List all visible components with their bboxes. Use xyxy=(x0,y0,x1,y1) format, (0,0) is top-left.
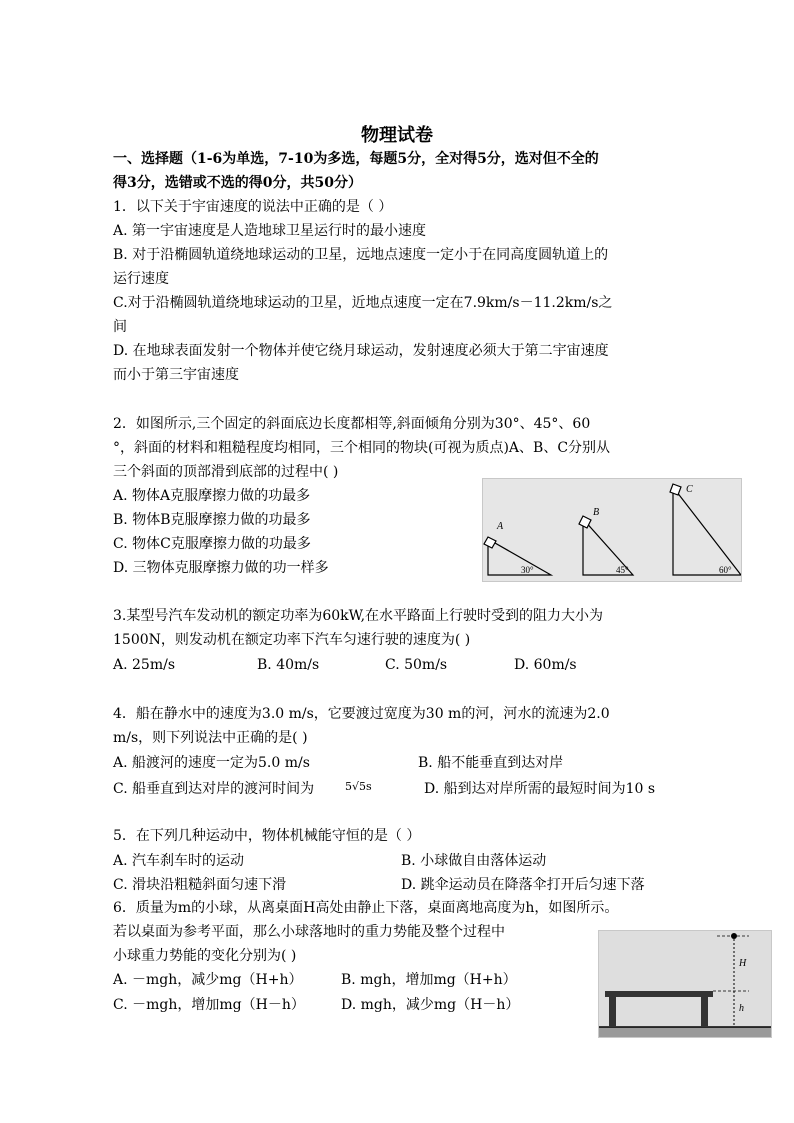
q3-option-a: A. 25m/s xyxy=(113,657,176,673)
q3-option-c: C. 50m/s xyxy=(385,657,448,673)
angle-45: 45° xyxy=(616,565,629,575)
q5-option-a: A. 汽车刹车时的运动 xyxy=(113,853,245,869)
q2-stem-2: °，斜面的材料和粗糙程度均相同，三个相同的物块(可视为质点)A、B、C分别从 xyxy=(113,440,611,456)
q2-stem-3: 三个斜面的顶部滑到底部的过程中( ) xyxy=(113,464,339,480)
q4-option-c-formula: 5√5s xyxy=(345,780,372,793)
q1-option-b: B. 对于沿椭圆轨道绕地球运动的卫星，远地点速度一定小于在同高度圆轨道上的 xyxy=(113,247,609,263)
incline-30 xyxy=(488,539,551,575)
page-title: 物理试卷 xyxy=(361,125,433,146)
q5-option-b: B. 小球做自由落体运动 xyxy=(401,853,547,869)
q4-option-c: C. 船垂直到达对岸的渡河时间为 xyxy=(113,781,315,797)
table-leg-left xyxy=(609,997,616,1027)
q6-option-a: A. －mgh，减少mg（H+h） xyxy=(113,972,303,988)
q4-option-b: B. 船不能垂直到达对岸 xyxy=(418,755,564,771)
q2-stem: 2．如图所示,三个固定的斜面底边长度都相等,斜面倾角分别为30°、45°、60 xyxy=(113,416,591,432)
q3-option-d: D. 60m/s xyxy=(514,657,577,673)
label-b: B xyxy=(593,507,600,518)
incline-figure xyxy=(482,478,742,582)
q1-option-d: D. 在地球表面发射一个物体并使它绕月球运动，发射速度必须大于第二宇宙速度 xyxy=(113,343,609,359)
q4-stem: 4．船在静水中的速度为3.0 m/s，它要渡过宽度为30 m的河，河水的流速为2.0 xyxy=(113,706,610,722)
q1-option-c: C.对于沿椭圆轨道绕地球运动的卫星，近地点速度一定在7.9km/s－11.2km/s之 xyxy=(113,295,613,311)
q1-option-a: A. 第一宇宙速度是人造地球卫星运行时的最小速度 xyxy=(113,223,427,239)
q6-option-b: B. mgh，增加mg（H+h） xyxy=(341,972,517,988)
table-ball-figure xyxy=(598,930,772,1038)
label-H: H xyxy=(739,958,747,969)
angle-30: 30° xyxy=(521,565,534,575)
q6-stem-2: 若以桌面为参考平面，那么小球落地时的重力势能及整个过程中 xyxy=(113,924,505,940)
incline-diagram xyxy=(483,479,741,581)
ground xyxy=(599,1027,771,1037)
q2-option-a: A. 物体A克服摩擦力做的功最多 xyxy=(113,488,311,504)
q6-option-d: D. mgh，减少mg（H－h） xyxy=(341,997,520,1013)
section-heading: 一、选择题（1-6为单选，7-10为多选，每题5分，全对得5分，选对但不全的 xyxy=(113,151,599,167)
block-a xyxy=(484,537,496,548)
q6-option-c: C. －mgh，增加mg（H－h） xyxy=(113,997,305,1013)
q2-option-c: C. 物体C克服摩擦力做的功最多 xyxy=(113,536,311,552)
block-c xyxy=(670,484,681,495)
q3-option-b: B. 40m/s xyxy=(257,657,320,673)
label-h: h xyxy=(739,1003,744,1014)
q4-option-d: D. 船到达对岸所需的最短时间为10 s xyxy=(424,781,656,797)
q1-option-b-cont: 运行速度 xyxy=(113,271,169,287)
q2-option-b: B. 物体B克服摩擦力做的功最多 xyxy=(113,512,311,528)
q5-stem: 5．在下列几种运动中，物体机械能守恒的是（ ） xyxy=(113,828,421,844)
q3-stem: 3.某型号汽车发动机的额定功率为60kW,在水平路面上行驶时受到的阻力大小为 xyxy=(113,608,604,624)
q6-stem: 6．质量为m的小球，从离桌面H高处由静止下落，桌面离地高度为h，如图所示。 xyxy=(113,900,619,916)
label-c: C xyxy=(686,484,693,495)
q1-option-c-cont: 间 xyxy=(113,319,127,335)
q1-option-d-cont: 而小于第三宇宙速度 xyxy=(113,367,239,383)
q1-stem: 1．以下关于宇宙速度的说法中正确的是（ ） xyxy=(113,199,393,215)
table-top xyxy=(605,991,713,997)
table-leg-right xyxy=(701,997,708,1027)
q4-option-a: A. 船渡河的速度一定为5.0 m/s xyxy=(113,755,310,771)
q3-stem-2: 1500N，则发动机在额定功率下汽车匀速行驶的速度为( ) xyxy=(113,632,471,648)
incline-60 xyxy=(673,487,741,575)
q5-option-d: D. 跳伞运动员在降落伞打开后匀速下落 xyxy=(401,877,645,893)
q4-stem-2: m/s，则下列说法中正确的是( ) xyxy=(113,730,308,746)
label-a: A xyxy=(497,521,504,532)
q6-stem-3: 小球重力势能的变化分别为( ) xyxy=(113,948,297,964)
table-diagram xyxy=(599,931,771,1037)
q2-option-d: D. 三物体克服摩擦力做的功一样多 xyxy=(113,560,329,576)
angle-60: 60° xyxy=(719,565,732,575)
q5-option-c: C. 滑块沿粗糙斜面匀速下滑 xyxy=(113,877,287,893)
section-heading-cont: 得3分，选错或不选的得0分，共50分） xyxy=(113,175,362,191)
